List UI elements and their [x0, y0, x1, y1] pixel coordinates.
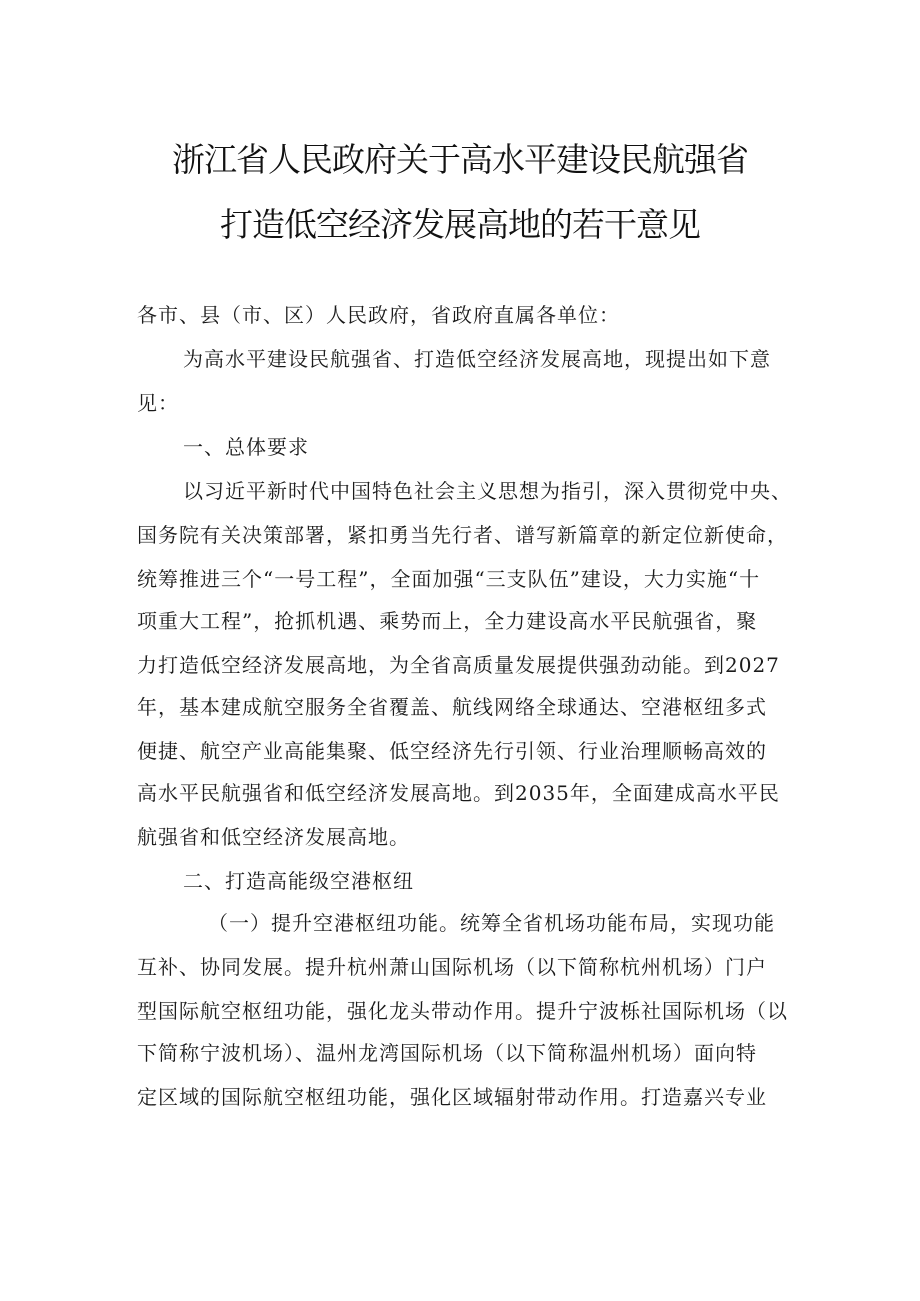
paragraph-line: 为高水平建设民航强省、打造低空经济发展高地，现提出如下意: [183, 347, 771, 371]
section-heading: 二、打造高能级空港枢纽: [183, 869, 414, 893]
salutation: 各市、县（市、区）人民政府，省政府直属各单位：: [137, 303, 620, 327]
paragraph-line: 航强省和低空经济发展高地。: [137, 825, 410, 849]
paragraph-line: 统筹推进三个“一号工程”，全面加强“三支队伍”建设，大力实施“十: [137, 567, 761, 591]
paragraph-line: 高水平民航强省和低空经济发展高地。到2035年，全面建成高水平民: [137, 781, 780, 805]
paragraph-line: 便捷、航空产业高能集聚、低空经济先行引领、行业治理顺畅高效的: [137, 739, 767, 763]
paragraph-line: 年，基本建成航空服务全省覆盖、航线网络全球通达、空港枢纽多式: [137, 695, 767, 719]
document-title-line-2: 打造低空经济发展高地的若干意见: [220, 205, 700, 244]
paragraph-line: 互补、协同发展。提升杭州萧山国际机场（以下简称杭州机场）门户: [137, 955, 767, 979]
paragraph-line: （一）提升空港枢纽功能。统筹全省机场功能布局，实现功能: [208, 911, 775, 935]
paragraph-line: 国务院有关决策部署，紧扣勇当先行者、谱写新篇章的新定位新使命，: [137, 523, 788, 547]
section-heading: 一、总体要求: [183, 435, 309, 459]
paragraph-line: 定区域的国际航空枢纽功能，强化区域辐射带动作用。打造嘉兴专业: [137, 1085, 767, 1109]
paragraph-line: 见：: [137, 391, 179, 415]
paragraph-line: 下简称宁波机场）、温州龙湾国际机场（以下简称温州机场）面向特: [137, 1041, 757, 1065]
paragraph-line: 型国际航空枢纽功能，强化龙头带动作用。提升宁波栎社国际机场（以: [137, 999, 788, 1023]
paragraph-line: 以习近平新时代中国特色社会主义思想为指引，深入贯彻党中央、: [183, 479, 792, 503]
document-title-line-1: 浙江省人民政府关于高水平建设民航强省: [172, 140, 748, 179]
paragraph-line: 力打造低空经济发展高地，为全省高质量发展提供强劲动能。到2027: [137, 653, 780, 677]
paragraph-line: 项重大工程”，抢抓机遇、乘势而上，全力建设高水平民航强省，聚: [137, 609, 758, 633]
